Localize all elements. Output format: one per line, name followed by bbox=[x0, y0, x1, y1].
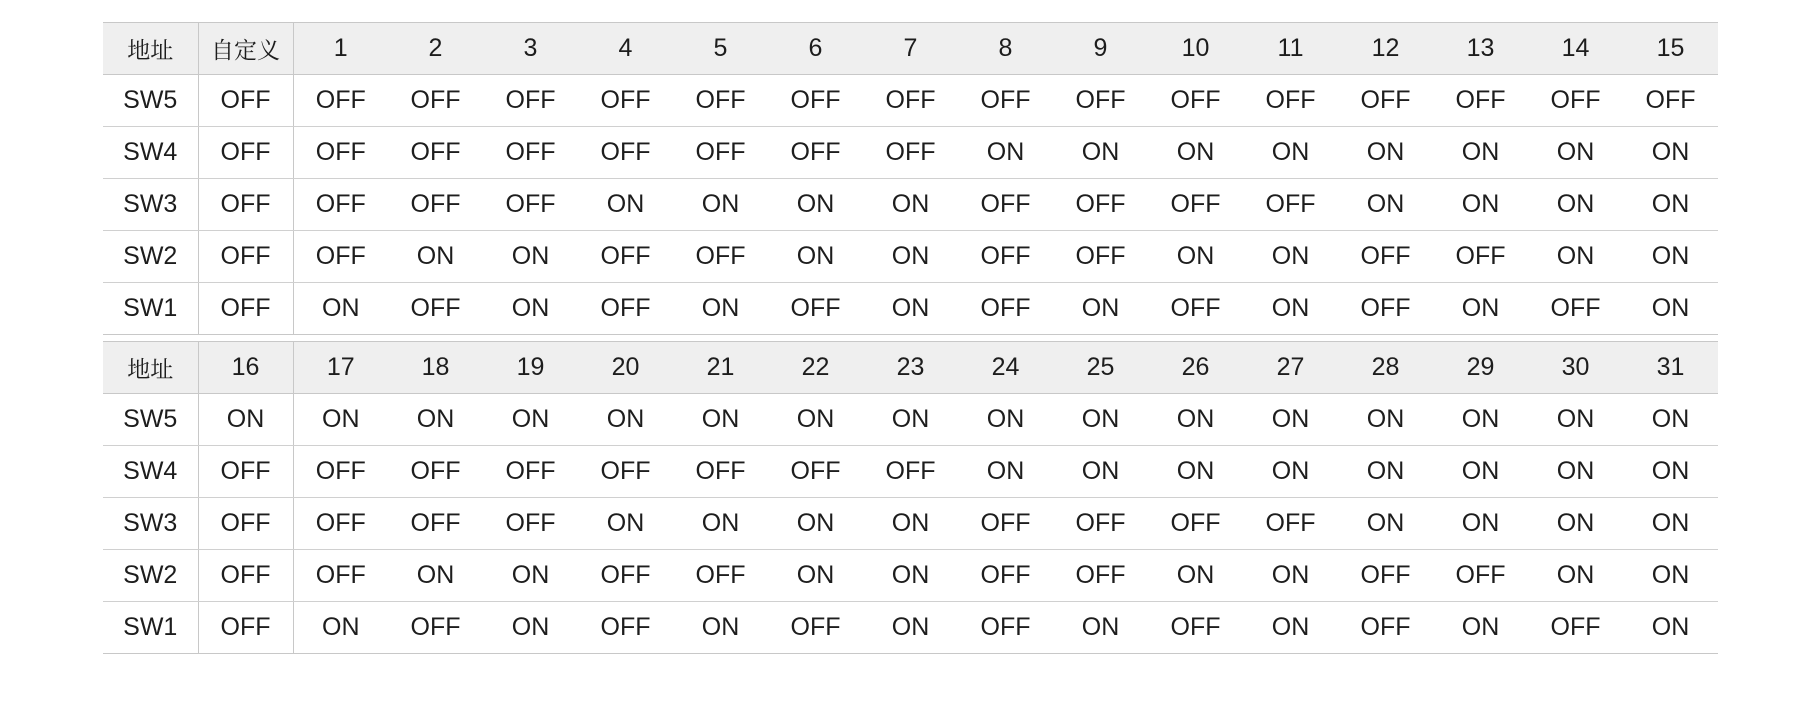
cell: ON bbox=[863, 394, 958, 446]
cell: OFF bbox=[1338, 550, 1433, 602]
cell: OFF bbox=[198, 283, 293, 335]
table-row bbox=[103, 283, 1718, 335]
header-addr-21: 21 bbox=[673, 342, 768, 394]
cell: OFF bbox=[1528, 602, 1623, 654]
header-addr-15: 15 bbox=[1623, 23, 1718, 75]
cell: ON bbox=[1148, 550, 1243, 602]
cell: ON bbox=[673, 179, 768, 231]
cell: OFF bbox=[1433, 231, 1528, 283]
cell: ON bbox=[1623, 127, 1718, 179]
cell: ON bbox=[1338, 127, 1433, 179]
cell: ON bbox=[1243, 231, 1338, 283]
cell: ON bbox=[578, 394, 673, 446]
cell: ON bbox=[1053, 127, 1148, 179]
cell: ON bbox=[1528, 394, 1623, 446]
cell: OFF bbox=[673, 231, 768, 283]
header-addr-24: 24 bbox=[958, 342, 1053, 394]
cell: OFF bbox=[1148, 283, 1243, 335]
cell: OFF bbox=[1338, 283, 1433, 335]
header-addr-12: 12 bbox=[1338, 23, 1433, 75]
cell: ON bbox=[863, 602, 958, 654]
cell: ON bbox=[1528, 550, 1623, 602]
cell: ON bbox=[1528, 127, 1623, 179]
cell: OFF bbox=[483, 179, 578, 231]
cell: OFF bbox=[293, 446, 388, 498]
header-addr-5: 5 bbox=[673, 23, 768, 75]
header-addr-29: 29 bbox=[1433, 342, 1528, 394]
cell: OFF bbox=[958, 75, 1053, 127]
cell: ON bbox=[1623, 446, 1718, 498]
cell: OFF bbox=[578, 283, 673, 335]
cell: OFF bbox=[198, 498, 293, 550]
row-label-sw2: SW2 bbox=[103, 231, 198, 283]
dip-switch-address-table-0-15 bbox=[103, 22, 1718, 335]
table-row bbox=[103, 75, 1718, 127]
cell: OFF bbox=[1053, 498, 1148, 550]
cell: ON bbox=[1528, 231, 1623, 283]
cell: ON bbox=[1433, 283, 1528, 335]
cell: OFF bbox=[768, 602, 863, 654]
cell: ON bbox=[1053, 446, 1148, 498]
cell: ON bbox=[863, 231, 958, 283]
header-addr-17: 17 bbox=[293, 342, 388, 394]
header-addr-25: 25 bbox=[1053, 342, 1148, 394]
header-addr-14: 14 bbox=[1528, 23, 1623, 75]
cell: ON bbox=[1623, 179, 1718, 231]
cell: OFF bbox=[958, 179, 1053, 231]
row-label-sw3: SW3 bbox=[103, 498, 198, 550]
row-label-sw1: SW1 bbox=[103, 283, 198, 335]
header-addr-6: 6 bbox=[768, 23, 863, 75]
cell: ON bbox=[1243, 283, 1338, 335]
cell: ON bbox=[1433, 127, 1528, 179]
cell: OFF bbox=[1338, 602, 1433, 654]
cell: OFF bbox=[388, 498, 483, 550]
row-label-sw3: SW3 bbox=[103, 179, 198, 231]
header-address: 地址 bbox=[103, 342, 198, 394]
cell: ON bbox=[1528, 179, 1623, 231]
cell: OFF bbox=[958, 550, 1053, 602]
header-addr-30: 30 bbox=[1528, 342, 1623, 394]
cell: ON bbox=[1623, 602, 1718, 654]
cell: ON bbox=[673, 394, 768, 446]
cell: ON bbox=[768, 394, 863, 446]
cell: ON bbox=[1623, 550, 1718, 602]
table-row bbox=[103, 602, 1718, 654]
cell: ON bbox=[483, 602, 578, 654]
row-label-sw5: SW5 bbox=[103, 75, 198, 127]
cell: OFF bbox=[388, 179, 483, 231]
cell: ON bbox=[768, 231, 863, 283]
cell: ON bbox=[958, 446, 1053, 498]
cell: ON bbox=[293, 602, 388, 654]
header-addr-31: 31 bbox=[1623, 342, 1718, 394]
cell: OFF bbox=[1148, 75, 1243, 127]
header-addr-1: 1 bbox=[293, 23, 388, 75]
cell: ON bbox=[1338, 498, 1433, 550]
cell: ON bbox=[388, 550, 483, 602]
cell: OFF bbox=[388, 602, 483, 654]
cell: OFF bbox=[673, 127, 768, 179]
cell: OFF bbox=[198, 127, 293, 179]
cell: ON bbox=[1433, 602, 1528, 654]
header-addr-26: 26 bbox=[1148, 342, 1243, 394]
cell: OFF bbox=[1338, 231, 1433, 283]
row-label-sw4: SW4 bbox=[103, 446, 198, 498]
cell: ON bbox=[1338, 179, 1433, 231]
table-row bbox=[103, 446, 1718, 498]
cell: ON bbox=[293, 283, 388, 335]
row-label-sw5: SW5 bbox=[103, 394, 198, 446]
cell: OFF bbox=[673, 446, 768, 498]
cell: OFF bbox=[388, 283, 483, 335]
cell: OFF bbox=[863, 446, 958, 498]
header-addr-2: 2 bbox=[388, 23, 483, 75]
table-row bbox=[103, 127, 1718, 179]
cell: ON bbox=[1053, 394, 1148, 446]
cell: OFF bbox=[198, 75, 293, 127]
cell: ON bbox=[1433, 446, 1528, 498]
cell: OFF bbox=[673, 75, 768, 127]
header-addr-16: 16 bbox=[198, 342, 293, 394]
header-addr-11: 11 bbox=[1243, 23, 1338, 75]
cell: OFF bbox=[958, 498, 1053, 550]
cell: ON bbox=[1148, 231, 1243, 283]
cell: ON bbox=[1528, 498, 1623, 550]
cell: ON bbox=[1243, 550, 1338, 602]
table-header-row bbox=[103, 342, 1718, 394]
cell: OFF bbox=[768, 446, 863, 498]
cell: ON bbox=[863, 498, 958, 550]
cell: ON bbox=[388, 394, 483, 446]
cell: OFF bbox=[958, 283, 1053, 335]
cell: ON bbox=[1433, 394, 1528, 446]
cell: OFF bbox=[958, 231, 1053, 283]
cell: ON bbox=[1623, 283, 1718, 335]
cell: OFF bbox=[483, 446, 578, 498]
cell: OFF bbox=[1338, 75, 1433, 127]
cell: OFF bbox=[1243, 498, 1338, 550]
cell: OFF bbox=[293, 498, 388, 550]
cell: OFF bbox=[293, 179, 388, 231]
cell: OFF bbox=[388, 446, 483, 498]
cell: OFF bbox=[1243, 75, 1338, 127]
cell: ON bbox=[1053, 602, 1148, 654]
cell: ON bbox=[1243, 446, 1338, 498]
row-label-sw2: SW2 bbox=[103, 550, 198, 602]
cell: OFF bbox=[768, 127, 863, 179]
cell: ON bbox=[673, 283, 768, 335]
cell: ON bbox=[958, 127, 1053, 179]
header-addr-10: 10 bbox=[1148, 23, 1243, 75]
header-addr-19: 19 bbox=[483, 342, 578, 394]
cell: OFF bbox=[1148, 498, 1243, 550]
header-addr-22: 22 bbox=[768, 342, 863, 394]
cell: OFF bbox=[198, 179, 293, 231]
cell: OFF bbox=[1148, 179, 1243, 231]
header-addr-20: 20 bbox=[578, 342, 673, 394]
cell: OFF bbox=[198, 550, 293, 602]
cell: ON bbox=[1148, 127, 1243, 179]
cell: ON bbox=[578, 498, 673, 550]
cell: OFF bbox=[198, 602, 293, 654]
dip-switch-address-table-16-31 bbox=[103, 341, 1718, 654]
cell: OFF bbox=[958, 602, 1053, 654]
cell: OFF bbox=[578, 602, 673, 654]
cell: OFF bbox=[578, 75, 673, 127]
cell: OFF bbox=[1148, 602, 1243, 654]
header-addr-9: 9 bbox=[1053, 23, 1148, 75]
cell: OFF bbox=[1053, 179, 1148, 231]
cell: ON bbox=[483, 283, 578, 335]
cell: OFF bbox=[1243, 179, 1338, 231]
cell: OFF bbox=[1053, 231, 1148, 283]
cell: ON bbox=[1338, 446, 1433, 498]
table-row bbox=[103, 550, 1718, 602]
cell: ON bbox=[578, 179, 673, 231]
cell: OFF bbox=[1528, 283, 1623, 335]
header-addr-18: 18 bbox=[388, 342, 483, 394]
cell: OFF bbox=[768, 75, 863, 127]
cell: OFF bbox=[483, 127, 578, 179]
header-addr-4: 4 bbox=[578, 23, 673, 75]
cell: OFF bbox=[1433, 550, 1528, 602]
header-addr-28: 28 bbox=[1338, 342, 1433, 394]
row-label-sw1: SW1 bbox=[103, 602, 198, 654]
cell: ON bbox=[1148, 446, 1243, 498]
cell: ON bbox=[1623, 498, 1718, 550]
cell: ON bbox=[768, 550, 863, 602]
cell: ON bbox=[1338, 394, 1433, 446]
header-addr-7: 7 bbox=[863, 23, 958, 75]
cell: ON bbox=[768, 179, 863, 231]
cell: OFF bbox=[863, 75, 958, 127]
cell: ON bbox=[1243, 127, 1338, 179]
cell: OFF bbox=[863, 127, 958, 179]
header-addr-13: 13 bbox=[1433, 23, 1528, 75]
cell: ON bbox=[1243, 602, 1338, 654]
cell: ON bbox=[483, 231, 578, 283]
row-label-sw4: SW4 bbox=[103, 127, 198, 179]
cell: OFF bbox=[483, 498, 578, 550]
cell: OFF bbox=[1433, 75, 1528, 127]
cell: OFF bbox=[1528, 75, 1623, 127]
table-row bbox=[103, 394, 1718, 446]
cell: OFF bbox=[483, 75, 578, 127]
table-row bbox=[103, 179, 1718, 231]
cell: OFF bbox=[293, 550, 388, 602]
cell: OFF bbox=[578, 127, 673, 179]
cell: ON bbox=[293, 394, 388, 446]
table-row bbox=[103, 498, 1718, 550]
cell: ON bbox=[483, 394, 578, 446]
cell: ON bbox=[673, 602, 768, 654]
cell: OFF bbox=[198, 446, 293, 498]
cell: OFF bbox=[578, 446, 673, 498]
cell: ON bbox=[1623, 394, 1718, 446]
cell: ON bbox=[1148, 394, 1243, 446]
header-address: 地址 bbox=[103, 23, 198, 75]
cell: ON bbox=[673, 498, 768, 550]
cell: OFF bbox=[293, 127, 388, 179]
cell: ON bbox=[863, 550, 958, 602]
cell: ON bbox=[1433, 179, 1528, 231]
cell: OFF bbox=[293, 75, 388, 127]
cell: OFF bbox=[388, 127, 483, 179]
cell: OFF bbox=[673, 550, 768, 602]
table-row bbox=[103, 231, 1718, 283]
header-addr-27: 27 bbox=[1243, 342, 1338, 394]
cell: OFF bbox=[1623, 75, 1718, 127]
cell: ON bbox=[958, 394, 1053, 446]
cell: OFF bbox=[198, 231, 293, 283]
cell: ON bbox=[483, 550, 578, 602]
header-custom: 自定义 bbox=[198, 23, 293, 75]
cell: ON bbox=[388, 231, 483, 283]
cell: ON bbox=[1433, 498, 1528, 550]
cell: OFF bbox=[578, 550, 673, 602]
cell: ON bbox=[768, 498, 863, 550]
cell: OFF bbox=[1053, 75, 1148, 127]
cell: ON bbox=[863, 283, 958, 335]
table-header-row bbox=[103, 23, 1718, 75]
cell: ON bbox=[863, 179, 958, 231]
header-addr-8: 8 bbox=[958, 23, 1053, 75]
cell: OFF bbox=[293, 231, 388, 283]
cell: ON bbox=[1053, 283, 1148, 335]
cell: OFF bbox=[768, 283, 863, 335]
cell: OFF bbox=[578, 231, 673, 283]
cell: OFF bbox=[1053, 550, 1148, 602]
cell: ON bbox=[198, 394, 293, 446]
header-addr-23: 23 bbox=[863, 342, 958, 394]
cell: OFF bbox=[388, 75, 483, 127]
cell: ON bbox=[1623, 231, 1718, 283]
cell: ON bbox=[1528, 446, 1623, 498]
cell: ON bbox=[1243, 394, 1338, 446]
header-addr-3: 3 bbox=[483, 23, 578, 75]
